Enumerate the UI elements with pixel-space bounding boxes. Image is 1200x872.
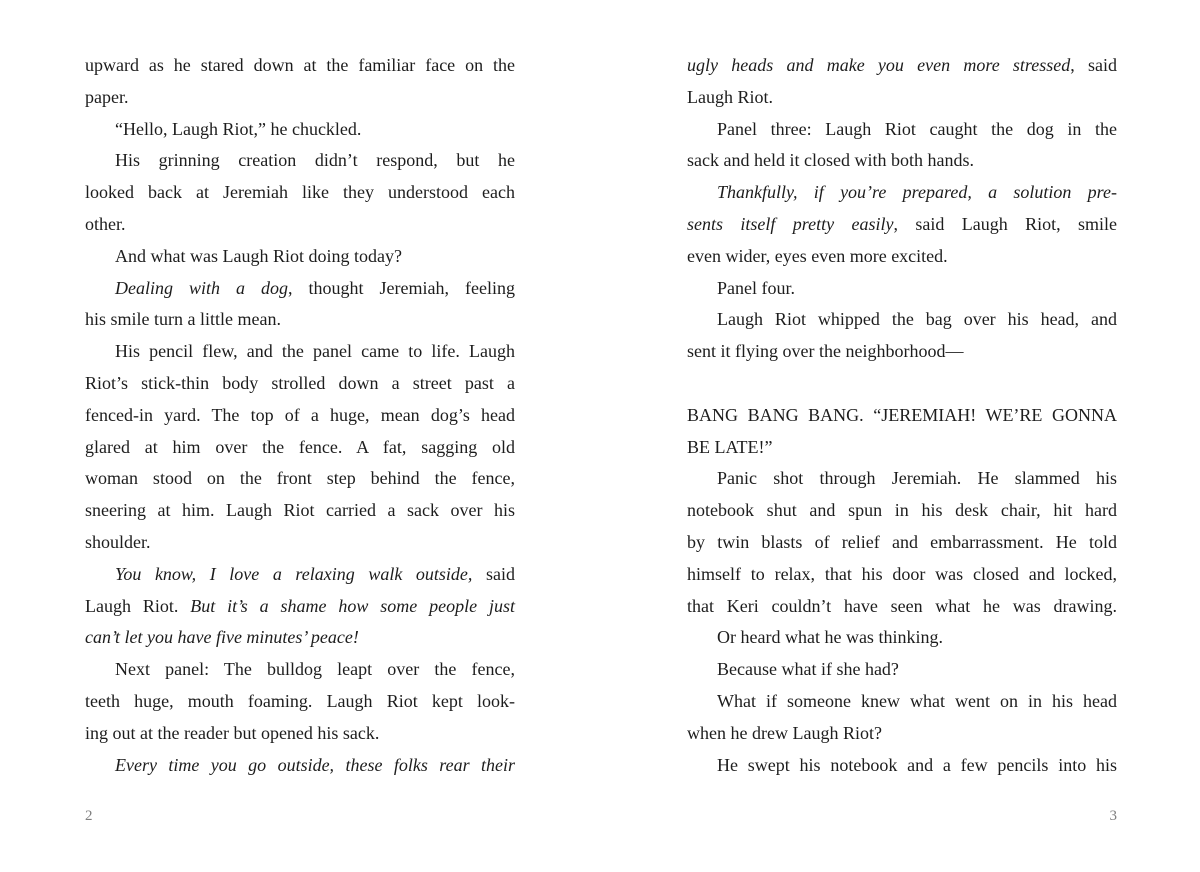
text-line: [85, 273, 515, 305]
text-segment: And what was Laugh Riot doing today?: [115, 245, 402, 266]
text-line: [85, 241, 515, 273]
text-segment: ing out at the reader but opened his sack.: [85, 722, 380, 743]
text-segment: himself to relax, that his door was closed and locked,: [687, 563, 1117, 584]
text-line: [687, 591, 1117, 623]
text-line: [687, 463, 1117, 495]
text-line: [687, 400, 1117, 432]
italic-text-segment: sents itself pretty easily: [687, 213, 894, 234]
text-segment: sent it flying over the neighborhood—: [687, 341, 964, 362]
text-segment: Panel three: Laugh Riot caught the dog in the: [717, 118, 1117, 139]
page-right-text: [687, 50, 1117, 781]
text-segment: said: [472, 563, 515, 584]
text-segment: fenced-in yard. The top of a huge, mean dog’s head: [85, 404, 515, 425]
text-segment: BANG BANG BANG. “JEREMIAH! WE’RE GONNA: [687, 404, 1117, 425]
text-segment: His grinning creation didn’t respond, but he: [115, 150, 515, 171]
text-segment: shoulder.: [85, 531, 151, 552]
text-segment: Panel four.: [717, 277, 795, 298]
text-segment: woman stood on the front step behind the fence,: [85, 468, 515, 489]
text-line: [687, 209, 1117, 241]
italic-text-segment: But it’s a shame how some people just: [190, 595, 516, 616]
text-line: [85, 368, 515, 400]
text-line: [85, 400, 515, 432]
text-line: [687, 304, 1117, 336]
text-segment: Laugh Riot.: [687, 86, 773, 107]
italic-text-segment: Dealing with a dog: [115, 277, 289, 298]
text-segment: glared at him over the fence. A fat, sagging old: [85, 436, 515, 457]
text-segment: Laugh Riot.: [85, 595, 191, 616]
text-segment: , said Laugh Riot, smile: [893, 213, 1117, 234]
text-line: [85, 750, 515, 782]
text-line: [687, 273, 1117, 305]
text-segment: his smile turn a little mean.: [85, 309, 281, 330]
text-segment: Because what if she had?: [717, 659, 899, 680]
text-segment: teeth huge, mouth foaming. Laugh Riot kept look-: [85, 690, 515, 711]
text-segment: Panic shot through Jeremiah. He slammed his: [717, 468, 1117, 489]
text-segment: Next panel: The bulldog leapt over the fence,: [115, 659, 515, 680]
text-line: [85, 114, 515, 146]
page-left-text: [85, 50, 515, 781]
text-segment: Riot’s stick-thin body strolled down a street past a: [85, 372, 515, 393]
italic-text-segment: You know, I love a relaxing walk outside,: [115, 563, 473, 584]
text-line: [687, 527, 1117, 559]
text-segment: other.: [85, 213, 126, 234]
text-line: [85, 495, 515, 527]
text-segment: even wider, eyes even more excited.: [687, 245, 948, 266]
text-line: [687, 114, 1117, 146]
text-segment: that Keri couldn’t have seen what he was drawing.: [687, 595, 1117, 616]
text-segment: He swept his notebook and a few pencils into his: [717, 754, 1117, 775]
text-line: [687, 495, 1117, 527]
italic-text-segment: ugly heads and make you even more stressed: [687, 55, 1071, 75]
text-segment: His pencil flew, and the panel came to life. Laugh: [115, 341, 515, 362]
page-number-left: 2: [85, 808, 93, 824]
text-segment: when he drew Laugh Riot?: [687, 722, 882, 743]
text-line: [85, 463, 515, 495]
text-segment: sneering at him. Laugh Riot carried a sack over his: [85, 500, 515, 521]
text-line: [687, 686, 1117, 718]
text-segment: Or heard what he was thinking.: [717, 627, 943, 648]
text-line: [85, 145, 515, 177]
text-line: [687, 559, 1117, 591]
text-line: [687, 177, 1117, 209]
text-segment: , said: [1070, 55, 1118, 75]
italic-text-segment: can’t let you have five minutes’ peace!: [85, 627, 359, 648]
text-segment: upward as he stared down at the familiar face on the: [85, 55, 515, 75]
italic-text-segment: Every time you go outside, these folks rear their: [115, 754, 515, 775]
text-segment: Laugh Riot whipped the bag over his head, and: [717, 309, 1117, 330]
blank-line: [687, 368, 1117, 400]
text-line: [687, 654, 1117, 686]
text-segment: notebook shut and spun in his desk chair, hit hard: [687, 500, 1117, 521]
text-segment: BE LATE!”: [687, 436, 773, 457]
text-line: [687, 50, 1117, 82]
text-segment: looked back at Jeremiah like they understood each: [85, 182, 515, 203]
text-line: [85, 654, 515, 686]
page-number-right: 3: [1109, 808, 1117, 824]
text-segment: , thought Jeremiah, feeling: [288, 277, 515, 298]
text-segment: “Hello, Laugh Riot,” he chuckled.: [115, 118, 362, 139]
italic-text-segment: Thankfully, if you’re prepared, a solution pre-: [717, 182, 1117, 203]
text-segment: paper.: [85, 86, 129, 107]
text-line: [85, 432, 515, 464]
text-line: [85, 177, 515, 209]
text-segment: What if someone knew what went on in his head: [717, 690, 1117, 711]
text-line: [85, 50, 515, 82]
page-right: [600, 0, 1200, 872]
text-segment: by twin blasts of relief and embarrassment. He told: [687, 531, 1117, 552]
text-line: [85, 591, 515, 623]
text-line: [687, 750, 1117, 782]
text-segment: sack and held it closed with both hands.: [687, 150, 974, 171]
text-line: [85, 559, 515, 591]
text-line: [85, 336, 515, 368]
text-line: [85, 686, 515, 718]
